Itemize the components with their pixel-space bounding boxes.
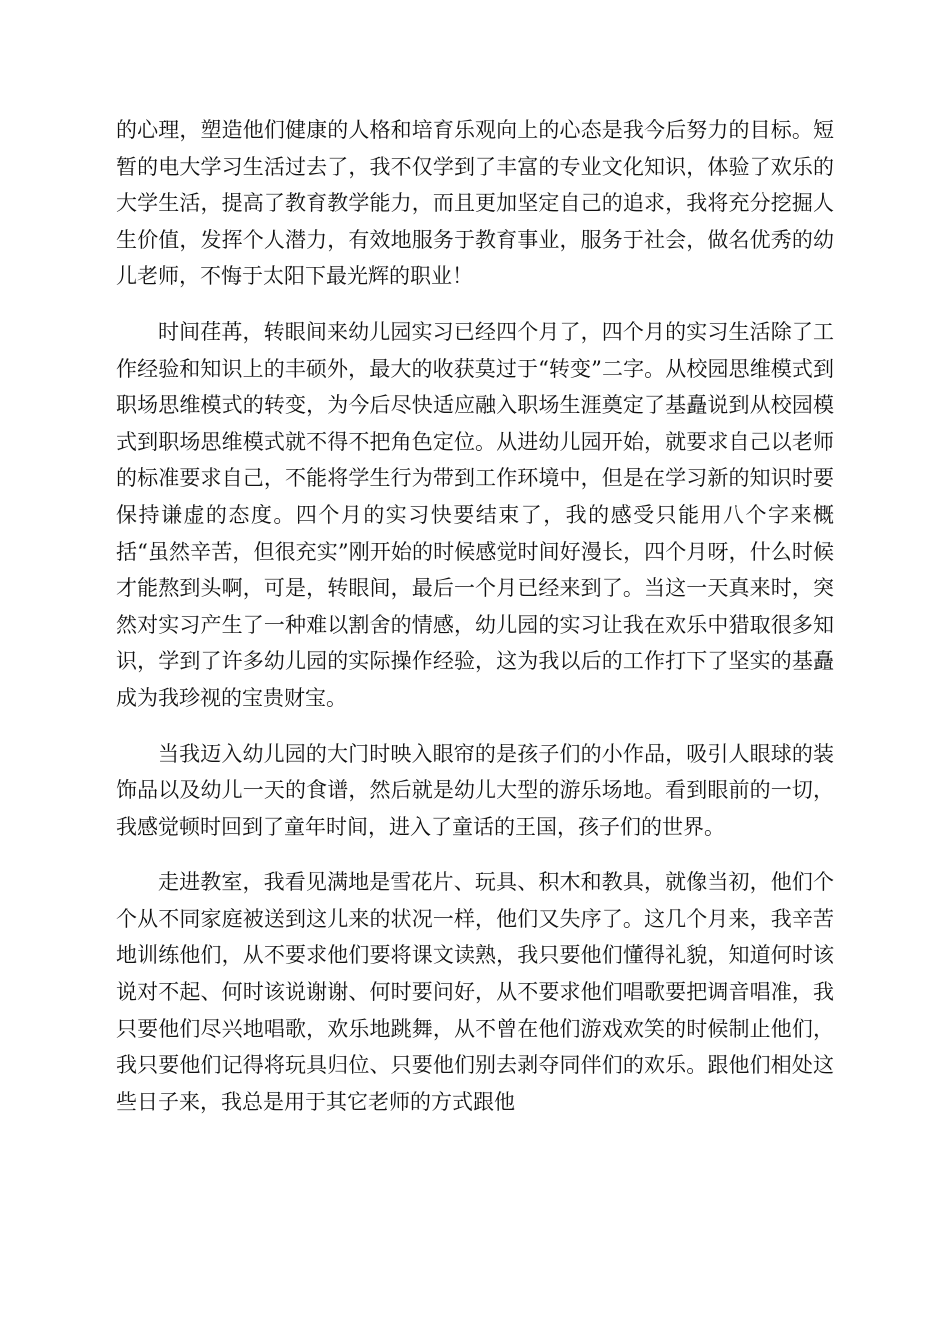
paragraph-2: 时间荏苒，转眼间来幼儿园实习已经四个月了，四个月的实习生活除了工作经验和知识上的丰硕外，最大的收获莫过于“转变”二字。从校园思维模式到职场思维模式的转变，为今后尽快适应融入职场生涯奠定了基矗说到从校园模式到职场思维模式就不得不把角色定位。从进幼儿园开始，就要求自己以老师的标准要求自己，不能将学生行为带到工作环境中，但是在学习新的知识时要保持谦虚的态度。四个月的实习快要结束了，我的感受只能用八个字来概括“虽然辛苦，但很充实”刚开始的时候感觉时间好漫长，四个月呀，什么时候才能熬到头啊，可是，转眼间，最后一个月已经来到了。当这一天真来时，突然对实习产生了一种难以割舍的情感，幼儿园的实习让我在欢乐中猎取很多知识，学到了许多幼儿园的实际操作经验，这为我以后的工作打下了坚实的基矗成为我珍视的宝贵财宝。 <box>116 319 834 710</box>
document-body <box>116 112 834 1139</box>
paragraph-3: 当我迈入幼儿园的大门时映入眼帘的是孩子们的小作品，吸引人眼球的装饰品以及幼儿一天的食谱，然后就是幼儿大型的游乐场地。看到眼前的一切，我感觉顿时回到了童年时间，进入了童话的王国，孩子们的世界。 <box>116 741 834 839</box>
paragraph-1: 的心理，塑造他们健康的人格和培育乐观向上的心态是我今后努力的目标。短暂的电大学习生活过去了，我不仅学到了丰富的专业文化知识，体验了欢乐的大学生活，提高了教育教学能力，而且更加坚定自己的追求，我将充分挖掘人生价值，发挥个人潜力，有效地服务于教育事业，服务于社会，做名优秀的幼儿老师，不悔于太阳下最光辉的职业！ <box>116 118 834 289</box>
paragraph-4: 走进教室，我看见满地是雪花片、玩具、积木和教具，就像当初，他们个个从不同家庭被送到这儿来的状况一样，他们又失序了。这几个月来，我辛苦地训练他们，从不要求他们要将课文读熟，我只要他们懂得礼貌，知道何时该说对不起、何时该说谢谢、何时要问好，从不要求他们唱歌要把调音唱准，我只要他们尽兴地唱歌，欢乐地跳舞，从不曾在他们游戏欢笑的时候制止他们，我只要他们记得将玩具归位、只要他们别去剥夺同伴们的欢乐。跟他们相处这些日子来，我总是用于其它老师的方式跟他 <box>116 870 834 1114</box>
